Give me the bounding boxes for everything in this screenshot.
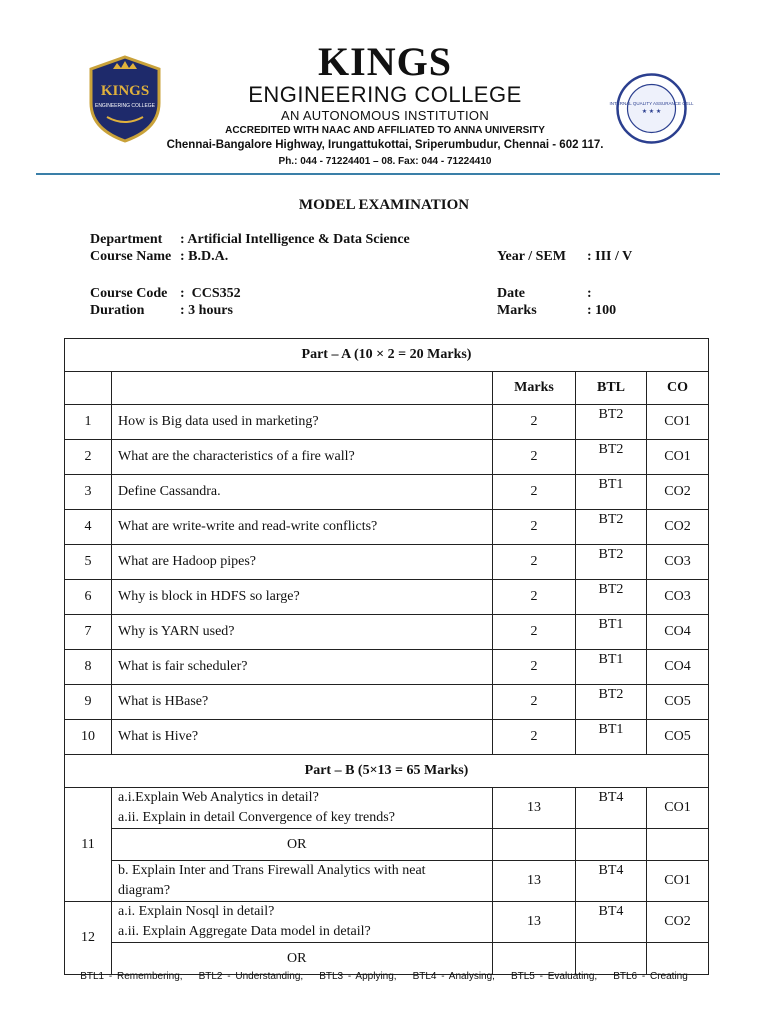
q12-a-line2: a.ii. Explain Aggregate Data model in detail? <box>118 924 371 939</box>
part-b-header-row <box>65 755 709 788</box>
marks-label: Marks <box>497 303 537 318</box>
q11-a-btl: BT4 <box>576 788 647 829</box>
q12-a-text <box>112 902 493 943</box>
year-sem-value: : III / V <box>587 249 633 264</box>
question-number: 1 <box>65 405 112 440</box>
question-number: 10 <box>65 720 112 755</box>
question-text: Define Cassandra. <box>112 475 493 510</box>
svg-text:ENGINEERING COLLEGE: ENGINEERING COLLEGE <box>94 103 156 109</box>
q11-b-text <box>112 861 493 902</box>
question-co: CO1 <box>647 440 709 475</box>
department-value: : Artificial Intelligence & Data Science <box>180 232 410 247</box>
question-text: Why is block in HDFS so large? <box>112 580 493 615</box>
question-co: CO2 <box>647 475 709 510</box>
part-a-row <box>65 720 709 755</box>
question-btl: BT2 <box>576 440 647 475</box>
question-marks: 2 <box>493 405 576 440</box>
autonomous-line: AN AUTONOMOUS INSTITUTION <box>280 108 490 123</box>
iqac-seal-logo <box>609 72 694 145</box>
q12-or: OR <box>112 943 493 975</box>
part-a-body <box>65 405 709 755</box>
q12-or-marks <box>493 943 576 975</box>
q11-b-row <box>65 861 709 902</box>
q12-or-row <box>65 943 709 975</box>
question-number: 3 <box>65 475 112 510</box>
btl-legend-item: BTL2 - Understanding, <box>198 971 304 982</box>
address-line: Chennai-Bangalore Highway, Irungattukottai, Sriperumbudur, Chennai - 602 117. <box>166 139 604 151</box>
col-no-header <box>65 372 112 405</box>
part-a-row <box>65 475 709 510</box>
part-a-row <box>65 615 709 650</box>
question-text: What is Hive? <box>112 720 493 755</box>
q11-a-marks: 13 <box>493 788 576 829</box>
question-number: 4 <box>65 510 112 545</box>
question-marks: 2 <box>493 580 576 615</box>
question-marks: 2 <box>493 720 576 755</box>
year-sem-label: Year / SEM <box>497 249 566 264</box>
question-btl: BT1 <box>576 475 647 510</box>
q12-a-co: CO2 <box>647 902 709 943</box>
question-co: CO3 <box>647 545 709 580</box>
phone-line: Ph.: 044 - 71224401 – 08. Fax: 044 - 71224410 <box>278 156 492 167</box>
question-btl: BT1 <box>576 720 647 755</box>
course-code-label: Course Code <box>90 286 168 301</box>
btl-legend-item: BTL1 - Remembering, <box>80 971 183 982</box>
question-table <box>64 338 709 975</box>
question-marks: 2 <box>493 650 576 685</box>
question-co: CO2 <box>647 510 709 545</box>
q11-or-marks <box>493 829 576 861</box>
part-a-row <box>65 440 709 475</box>
accreditation-line: ACCREDITED WITH NAAC AND AFFILIATED TO ANNA UNIVERSITY <box>225 125 545 136</box>
q11-b-line1: b. Explain Inter and Trans Firewall Analytics with neat <box>118 863 426 878</box>
question-text: What are the characteristics of a fire wall? <box>112 440 493 475</box>
q11-or-btl <box>576 829 647 861</box>
question-marks: 2 <box>493 685 576 720</box>
question-marks: 2 <box>493 475 576 510</box>
question-co: CO5 <box>647 685 709 720</box>
question-text: What is fair scheduler? <box>112 650 493 685</box>
question-number: 5 <box>65 545 112 580</box>
q11-a-line1: a.i.Explain Web Analytics in detail? <box>118 790 319 805</box>
btl-legend-item: BTL3 - Applying, <box>319 971 397 982</box>
question-co: CO4 <box>647 615 709 650</box>
question-btl: BT2 <box>576 510 647 545</box>
q12-a-row <box>65 902 709 943</box>
course-name-label: Course Name <box>90 249 172 264</box>
marks-value: : 100 <box>587 303 617 318</box>
q12-number: 12 <box>65 902 112 975</box>
question-marks: 2 <box>493 545 576 580</box>
question-number: 9 <box>65 685 112 720</box>
question-btl: BT2 <box>576 545 647 580</box>
question-co: CO3 <box>647 580 709 615</box>
btl-legend-item: BTL5 - Evaluating, <box>510 971 598 982</box>
exam-title: MODEL EXAMINATION <box>298 197 470 213</box>
question-text: What are Hadoop pipes? <box>112 545 493 580</box>
question-co: CO5 <box>647 720 709 755</box>
course-code-value: : CCS352 <box>180 286 241 301</box>
col-btl-header: BTL <box>576 372 647 405</box>
question-marks: 2 <box>493 440 576 475</box>
q11-a-line2: a.ii. Explain in detail Convergence of key trends? <box>118 810 395 825</box>
question-number: 8 <box>65 650 112 685</box>
q12-or-btl <box>576 943 647 975</box>
col-question-header <box>112 372 493 405</box>
svg-text:★ ★ ★: ★ ★ ★ <box>641 109 662 115</box>
college-subtitle: ENGINEERING COLLEGE <box>248 82 522 107</box>
question-btl: BT1 <box>576 615 647 650</box>
svg-text:KINGS: KINGS <box>100 83 150 99</box>
question-btl: BT2 <box>576 685 647 720</box>
question-text: What are write-write and read-write conflicts? <box>112 510 493 545</box>
question-text: What is HBase? <box>112 685 493 720</box>
q11-or: OR <box>112 829 493 861</box>
svg-text:INTERNAL QUALITY ASSURANCE CEL: INTERNAL QUALITY ASSURANCE CELL <box>609 101 694 106</box>
question-marks: 2 <box>493 510 576 545</box>
q11-b-btl: BT4 <box>576 861 647 902</box>
q12-a-btl: BT4 <box>576 902 647 943</box>
btl-legend-footer <box>0 971 768 982</box>
part-a-row <box>65 510 709 545</box>
q11-a-co: CO1 <box>647 788 709 829</box>
q11-number: 11 <box>65 788 112 902</box>
q11-or-row <box>65 829 709 861</box>
date-value: : <box>587 286 592 301</box>
q11-b-co: CO1 <box>647 861 709 902</box>
part-a-row <box>65 650 709 685</box>
date-label: Date <box>497 286 525 301</box>
question-co: CO1 <box>647 405 709 440</box>
part-a-row <box>65 405 709 440</box>
question-number: 6 <box>65 580 112 615</box>
duration-value: : 3 hours <box>180 303 233 318</box>
question-co: CO4 <box>647 650 709 685</box>
q11-a-row <box>65 788 709 829</box>
question-btl: BT2 <box>576 580 647 615</box>
course-name-value: : B.D.A. <box>180 249 229 264</box>
btl-legend-item: BTL6 - Creating <box>613 971 688 982</box>
part-a-header-row <box>65 339 709 372</box>
question-btl: BT1 <box>576 650 647 685</box>
question-number: 2 <box>65 440 112 475</box>
btl-legend-item: BTL4 - Analysing, <box>412 971 495 982</box>
col-co-header: CO <box>647 372 709 405</box>
question-marks: 2 <box>493 615 576 650</box>
question-text: Why is YARN used? <box>112 615 493 650</box>
part-a-title: Part – A (10 × 2 = 20 Marks) <box>65 339 709 372</box>
question-number: 7 <box>65 615 112 650</box>
header-divider <box>36 173 720 175</box>
question-text: How is Big data used in marketing? <box>112 405 493 440</box>
part-a-row <box>65 580 709 615</box>
q12-or-co <box>647 943 709 975</box>
q11-b-line2: diagram? <box>118 883 171 898</box>
q11-b-marks: 13 <box>493 861 576 902</box>
part-a-row <box>65 545 709 580</box>
department-label: Department <box>90 232 163 247</box>
part-a-row <box>65 685 709 720</box>
duration-label: Duration <box>90 303 145 318</box>
college-name: KINGS <box>318 39 452 84</box>
col-marks-header: Marks <box>493 372 576 405</box>
q11-or-co <box>647 829 709 861</box>
q11-a-text <box>112 788 493 829</box>
q12-a-line1: a.i. Explain Nosql in detail? <box>118 904 275 919</box>
question-btl: BT2 <box>576 405 647 440</box>
q12-a-marks: 13 <box>493 902 576 943</box>
column-header-row <box>65 372 709 405</box>
part-b-title: Part – B (5×13 = 65 Marks) <box>65 755 709 788</box>
